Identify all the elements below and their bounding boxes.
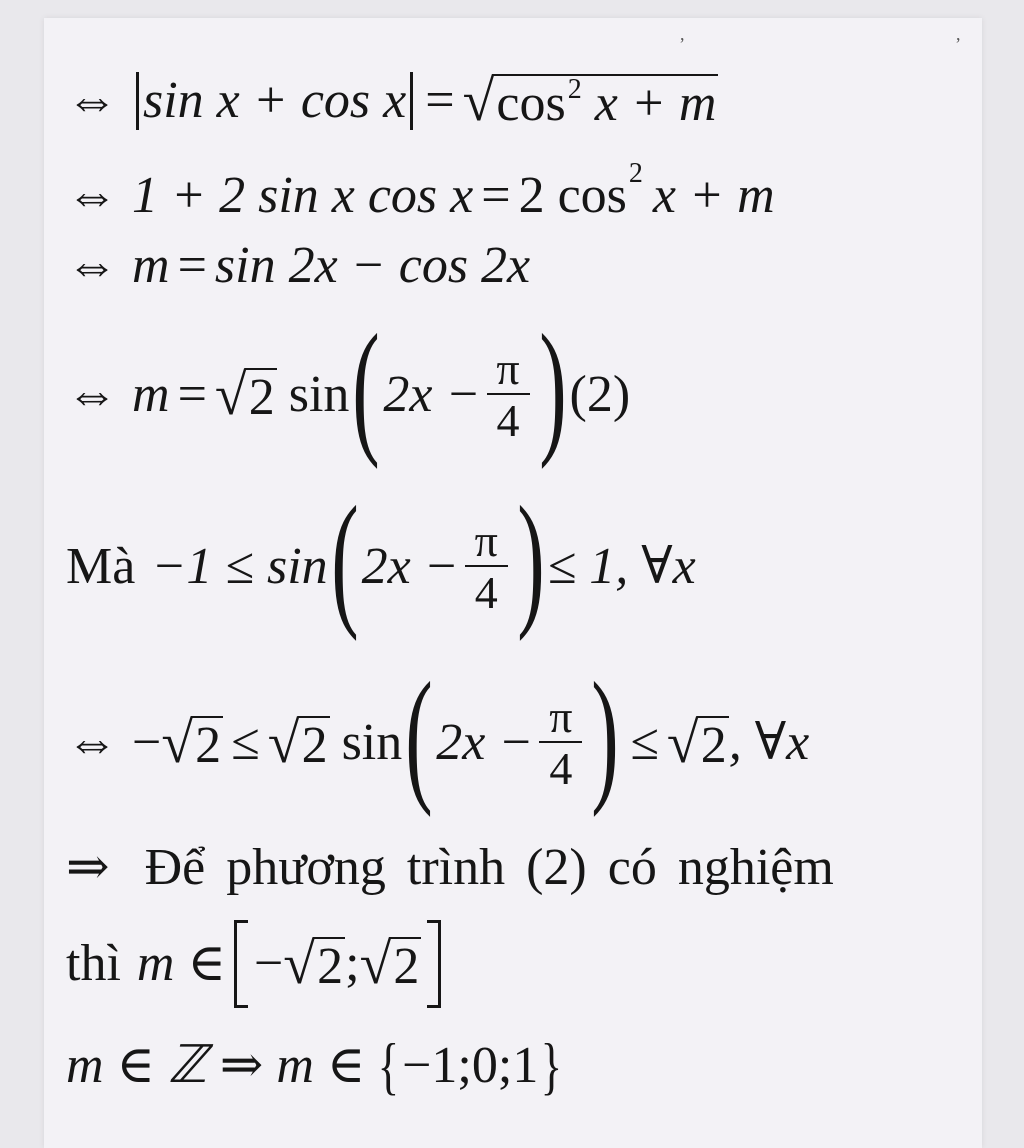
inner-expression: 2x −	[383, 366, 481, 423]
abs-bar-right	[410, 72, 413, 130]
equals-sign: =	[177, 237, 207, 294]
paren-left: (	[405, 652, 433, 818]
equivalence-arrow: ⇔	[66, 167, 118, 224]
inequality-right: ≤ 1, ∀x	[547, 538, 696, 595]
paren-right: )	[517, 476, 545, 642]
equation-line-9	[66, 1030, 565, 1101]
minus-sign: −	[132, 714, 162, 771]
bracket-left	[234, 920, 248, 1008]
square-root: √ 2	[214, 362, 275, 427]
expression-left: 1 + 2 sin x cos x	[132, 167, 474, 224]
equation-line-6	[66, 652, 810, 818]
equivalence-arrow: ⇔	[66, 366, 118, 423]
equals-sign: =	[481, 167, 511, 224]
equation-line-1	[66, 68, 718, 133]
bracket-right	[427, 920, 441, 1008]
membership: m ∈	[136, 935, 226, 992]
word-thi: thì	[66, 935, 121, 992]
square-root: √ 2	[283, 931, 344, 996]
equation-tag: (2)	[569, 366, 631, 423]
brace-right: }	[540, 1030, 563, 1101]
exponent: 2	[628, 158, 643, 189]
minus-sign: −	[253, 935, 284, 992]
word-ma: Mà	[66, 538, 136, 595]
implies-arrow: ⇒	[66, 839, 110, 896]
inner-expression: 2x −	[436, 714, 534, 771]
equals-sign: =	[425, 72, 455, 129]
square-root: √ 2	[359, 931, 420, 996]
fraction-pi-over-4: $\frac{\pi}{4}$	[539, 693, 582, 794]
inequality-left: −1 ≤ sin	[151, 538, 328, 595]
variable-m: m	[132, 366, 170, 423]
brace-left: {	[377, 1030, 400, 1101]
paren-left: (	[352, 304, 381, 470]
variable-m: m	[132, 237, 170, 294]
expression-right: sin 2x − cos 2x	[214, 237, 531, 294]
fraction-pi-over-4: $\frac{\pi}{4}$	[465, 517, 508, 618]
radical-sign: √	[462, 68, 495, 133]
abs-expression: sin x + cos x	[143, 72, 407, 129]
function-sin: sin	[341, 714, 403, 771]
conclusion-text: Để phương trình (2) có nghiệm	[144, 839, 834, 896]
equation-line-5	[66, 476, 696, 642]
for-all-x: , ∀x	[728, 714, 810, 771]
le-sign: ≤	[231, 714, 260, 771]
equation-line-2	[66, 158, 775, 224]
integer-membership: m ∈ ℤ ⇒ m ∈	[66, 1037, 366, 1094]
equals-sign: =	[177, 366, 207, 423]
square-root: √ 2	[267, 710, 328, 775]
scan-mark: ,	[956, 24, 961, 44]
paren-right: )	[538, 304, 567, 470]
separator: ;	[345, 935, 360, 992]
function-sin: sin	[288, 366, 350, 423]
inner-expression: 2x −	[361, 538, 459, 595]
equation-line-4	[66, 304, 631, 470]
square-root: √ 2	[666, 710, 727, 775]
square-root: √ 2	[161, 710, 222, 775]
equivalence-arrow: ⇔	[66, 714, 118, 771]
solution-set: −1;0;1	[402, 1037, 539, 1094]
paren-right: )	[591, 652, 620, 818]
abs-bar-left	[136, 72, 139, 130]
equivalence-arrow: ⇔	[66, 72, 118, 129]
expression-right-a: 2 cos	[518, 167, 627, 224]
le-sign: ≤	[630, 714, 659, 771]
scan-mark: ,	[680, 24, 685, 44]
expression-right-b: x + m	[652, 167, 775, 224]
equation-line-8	[66, 920, 441, 1008]
equation-line-3	[66, 237, 531, 294]
radicand: $\cos^2 x + m$	[492, 74, 718, 130]
text-line-conclusion	[66, 839, 834, 896]
square-root	[462, 68, 719, 133]
fraction-pi-over-4: $\frac{\pi}{4}$	[487, 345, 530, 446]
paren-left: (	[330, 476, 359, 642]
equivalence-arrow: ⇔	[66, 237, 118, 294]
